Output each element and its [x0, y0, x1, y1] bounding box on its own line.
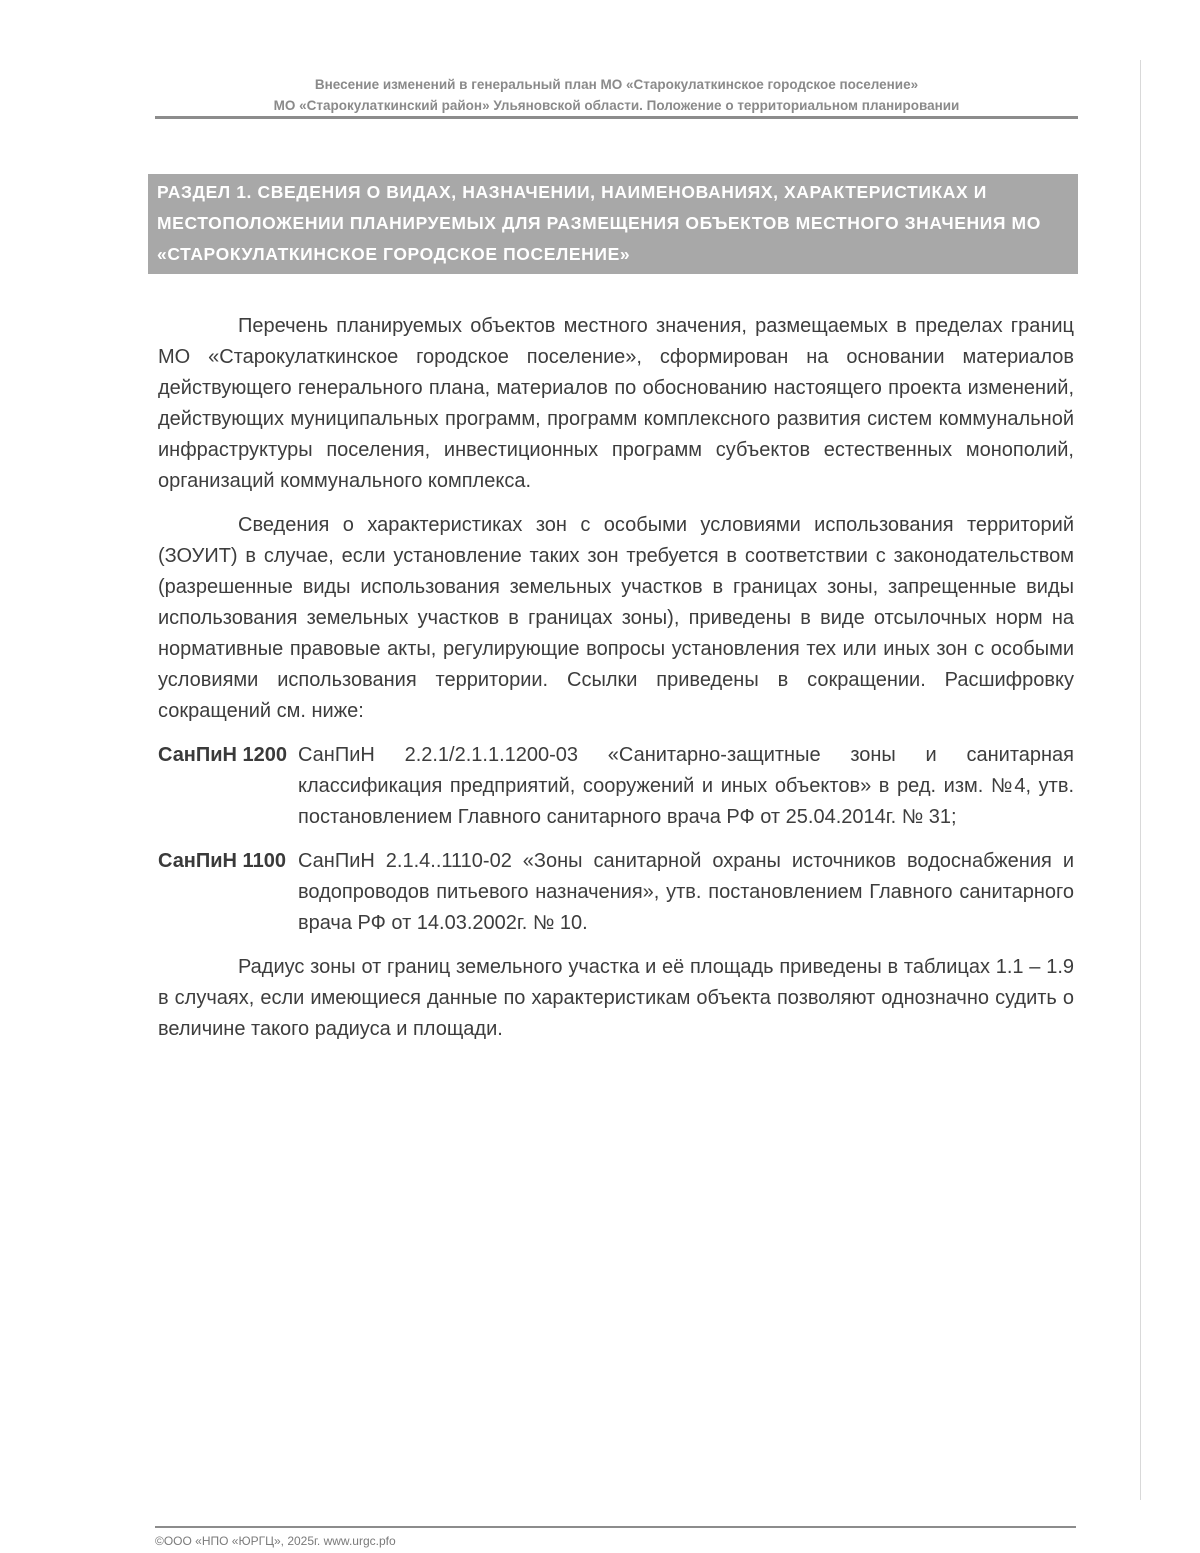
reference-definition: СанПиН 2.2.1/2.1.1.1200-03 «Санитарно-защитные зоны и санитарная классификация предприятий, сооружений и иных объектов» в ред. изм. №4, утв. постановлением Главного санитарного врача РФ от 25.04.2014г. № 31; [298, 744, 1074, 828]
paragraph-objects-list: Перечень планируемых объектов местного значения, размещаемых в пределах границ МО «Старокулаткинское городское поселение», сформирован на основании материалов действующего генерального плана, материалов по обоснованию настоящего проекта изменений, действующих муниципальных программ, программ комплексного развития систем коммунальной инфраструктуры поселения, инвестиционных программ субъектов естественных монополий, организаций коммунального комплекса. [158, 315, 1074, 492]
page-header [155, 74, 1078, 116]
reference-item [158, 846, 1074, 939]
paragraph-zouit: Сведения о характеристиках зон с особыми условиями использования территорий (ЗОУИТ) в случае, если установление таких зон требуется в соответствии с законодательством (разрешенные виды использования земельных участков в границах зоны, запрещенные виды использования земельных участков в границах зоны), приведены в виде отсылочных норм на нормативные правовые акты, регулирующие вопросы установления тех или иных зон с особыми условиями использования территории. Ссылки приведены в сокращении. Расшифровку сокращений см. ниже: [158, 514, 1074, 722]
header-line-2: МО «Старокулаткинский район» Ульяновской области. Положение о территориальном планировании [273, 98, 960, 113]
section-title: РАЗДЕЛ 1. СВЕДЕНИЯ О ВИДАХ, НАЗНАЧЕНИИ, НАИМЕНОВАНИЯХ, ХАРАКТЕРИСТИКАХ И МЕСТОПОЛОЖЕНИИ ПЛАНИРУЕМЫХ ДЛЯ РАЗМЕЩЕНИЯ ОБЪЕКТОВ МЕСТНОГО ЗНАЧЕНИЯ МО «СТАРОКУЛАТКИНСКОЕ ГОРОДСКОЕ ПОСЕЛЕНИЕ» [148, 174, 1078, 274]
footer-divider [155, 1526, 1076, 1528]
footer-copyright: ©ООО «НПО «ЮРГЦ», 2025г. www.urgc.pfo [155, 1534, 396, 1548]
reference-definition: СанПиН 2.1.4..1110-02 «Зоны санитарной охраны источников водоснабжения и водопроводов питьевого назначения», утв. постановлением Главного санитарного врача РФ от 14.03.2002г. № 10. [298, 850, 1074, 934]
header-divider [155, 116, 1078, 119]
document-body [158, 311, 1074, 1058]
reference-abbreviation: СанПиН 1100 [158, 850, 286, 872]
paragraph-zone-radius: Радиус зоны от границ земельного участка и её площадь приведены в таблицах 1.1 – 1.9 в случаях, если имеющиеся данные по характеристикам объекта позволяют однозначно судить о величине такого радиуса и площади. [158, 956, 1074, 1040]
header-line-1: Внесение изменений в генеральный план МО «Старокулаткинское городское поселение» [314, 77, 919, 92]
reference-abbreviation: СанПиН 1200 [158, 744, 288, 766]
reference-item [158, 740, 1074, 833]
page-edge-line [1140, 60, 1141, 1500]
